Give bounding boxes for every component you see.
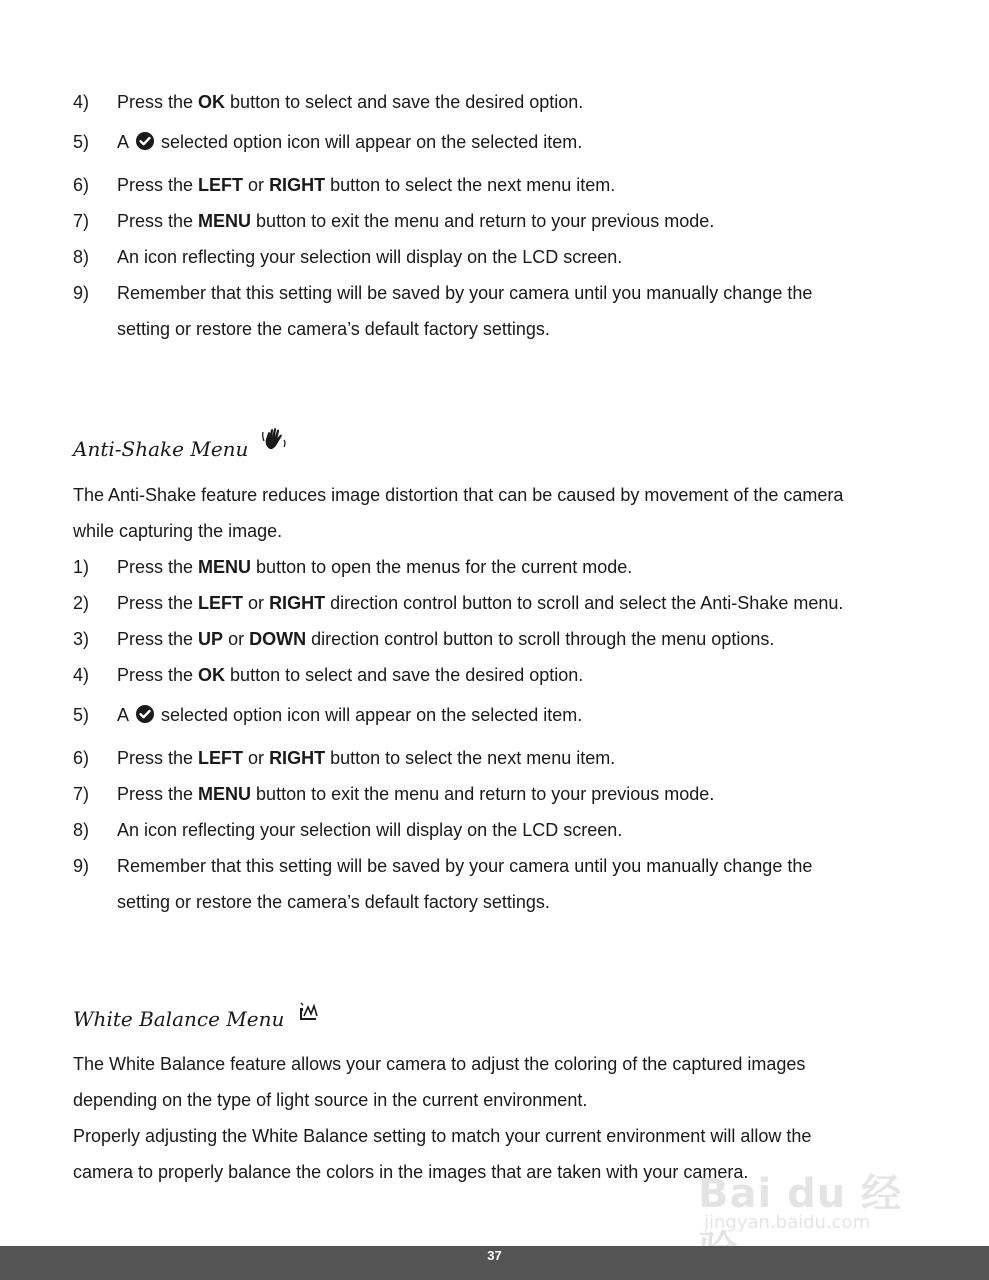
list-item xyxy=(73,549,913,585)
list-item xyxy=(73,275,913,347)
list-item xyxy=(73,120,913,167)
item-text: Press the MENU button to open the menus for the current mode. xyxy=(117,557,633,577)
item-text: Press the UP or DOWN direction control button to scroll through the menu options. xyxy=(117,629,775,649)
watermark-url: jingyan.baidu.com xyxy=(704,1212,871,1233)
antishake-title: Anti-Shake Menu xyxy=(73,437,249,461)
item-number: 4) xyxy=(73,92,90,112)
hand-icon xyxy=(262,427,288,459)
item-number: 5) xyxy=(73,705,90,725)
list-item xyxy=(73,693,913,740)
antishake-description: The Anti-Shake feature reduces image distortion that can be caused by movement of the camera while capturing the image. xyxy=(73,485,844,541)
item-text: Press the LEFT or RIGHT button to select the next menu item. xyxy=(117,748,616,768)
list-item xyxy=(73,621,913,657)
list-item xyxy=(73,239,913,275)
section-spacer xyxy=(73,920,913,1004)
item-text: Remember that this setting will be saved by your camera until you manually change the setting or restore the camera’s default factory settings. xyxy=(117,856,813,912)
section-spacer xyxy=(73,347,913,433)
list-item xyxy=(73,812,913,848)
item-number: 7) xyxy=(73,784,90,804)
item-text: Press the LEFT or RIGHT button to select the next menu item. xyxy=(117,175,616,195)
whitebalance-paragraph-1: The White Balance feature allows your camera to adjust the coloring of the captured images depending on the type of light source in the current environment. xyxy=(73,1054,806,1110)
item-text: An icon reflecting your selection will display on the LCD screen. xyxy=(117,247,623,267)
item-text: Remember that this setting will be saved by your camera until you manually change the setting or restore the camera’s default factory settings. xyxy=(117,283,813,339)
checkmark-icon xyxy=(135,696,155,740)
page-footer xyxy=(0,1246,989,1280)
item-text: Press the LEFT or RIGHT direction control button to scroll and select the Anti-Shake menu. xyxy=(117,593,844,613)
item-number: 6) xyxy=(73,748,90,768)
list-item xyxy=(73,203,913,239)
whitebalance-paragraph-2: Properly adjusting the White Balance setting to match your current environment will allow the camera to properly balance the colors in the images that are taken with your camera. xyxy=(73,1126,812,1182)
item-number: 5) xyxy=(73,132,90,152)
item-number: 6) xyxy=(73,175,90,195)
item-number: 4) xyxy=(73,665,90,685)
item-number: 8) xyxy=(73,820,90,840)
page-content xyxy=(73,84,913,1190)
item-text: Press the MENU button to exit the menu and return to your previous mode. xyxy=(117,784,715,804)
list-item xyxy=(73,657,913,693)
item-number: 7) xyxy=(73,211,90,231)
item-text: Press the MENU button to exit the menu and return to your previous mode. xyxy=(117,211,715,231)
list-item xyxy=(73,848,913,920)
page-number: 37 xyxy=(487,1248,502,1263)
white-balance-icon xyxy=(298,1000,320,1030)
whitebalance-title: White Balance Menu xyxy=(73,1007,285,1031)
item-number: 9) xyxy=(73,283,90,303)
list-item xyxy=(73,776,913,812)
watermark-brand: Bai du 经 xyxy=(698,1171,903,1217)
item-text: A selected option icon will appear on the selected item. xyxy=(117,120,913,167)
item-text: Press the OK button to select and save the desired option. xyxy=(117,92,584,112)
item-number: 8) xyxy=(73,247,90,267)
checkmark-icon xyxy=(135,123,155,167)
item-text: A selected option icon will appear on the selected item. xyxy=(117,693,913,740)
list-item xyxy=(73,84,913,120)
item-text: Press the OK button to select and save the desired option. xyxy=(117,665,584,685)
list-item xyxy=(73,585,913,621)
item-text: An icon reflecting your selection will display on the LCD screen. xyxy=(117,820,623,840)
antishake-heading xyxy=(73,433,913,465)
item-number: 3) xyxy=(73,629,90,649)
list-item xyxy=(73,167,913,203)
item-number: 1) xyxy=(73,557,90,577)
item-number: 9) xyxy=(73,856,90,876)
item-number: 2) xyxy=(73,593,90,613)
list-item xyxy=(73,740,913,776)
whitebalance-heading xyxy=(73,1004,913,1034)
ok-label: OK xyxy=(198,92,226,112)
